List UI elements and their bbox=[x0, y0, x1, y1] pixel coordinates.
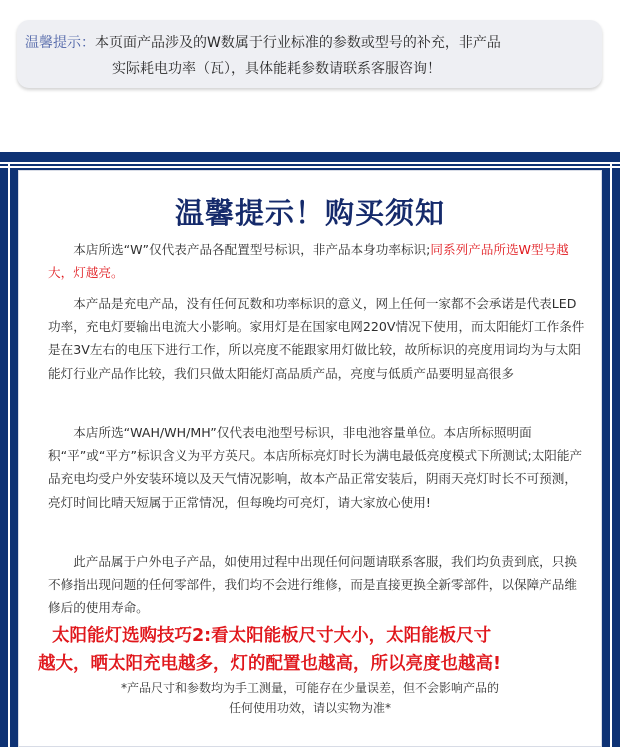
notice-text-1: 本页面产品涉及的W数属于行业标准的参数或型号的补充，非产品 bbox=[95, 35, 501, 51]
buying-tip bbox=[38, 622, 600, 678]
disclaimer-line-2: 任何使用功效，请以实物为准* bbox=[228, 701, 391, 715]
paragraph-w-label-text: 本店所选“W”仅代表产品各配置型号标识，非产品本身功率标识; bbox=[73, 242, 431, 257]
paragraph-battery: 本店所选“WAH/WH/MH”仅代表电池型号标识，非电池容量单位。本店所标照明面积“平”或“平方”标识含义为平方英尺。本店所标亮灯时长为满电最低亮度模式下所测试;太阳能产品充电均受户外安装环境以及天气情况影响，故本产品正常安装后，阴雨天亮灯时长不可预测，亮灯时间比晴天短属于正常情况，但每晚均可亮灯，请大家放心使用! bbox=[48, 425, 583, 510]
measurement-disclaimer bbox=[0, 678, 620, 718]
buying-tip-line-2: 越大，晒太阳充电越多，灯的配置也越高，所以亮度也越高! bbox=[38, 654, 501, 674]
disclaimer-line-1: *产品尺寸和参数均为手工测量，可能存在少量误差，但不会影响产品的 bbox=[120, 681, 499, 695]
buying-tip-line-1: 太阳能灯选购技巧2:看太阳能板尺寸大小，太阳能板尺寸 bbox=[52, 626, 492, 646]
paragraph-w-label-highlight: 同系列产品所选W型号越大，灯越亮。 bbox=[48, 242, 569, 281]
panel-title: 温馨提示！购买须知 bbox=[174, 196, 445, 230]
frame-stripe bbox=[610, 163, 612, 747]
notice-line-1 bbox=[25, 30, 501, 56]
paragraph-charging: 本产品是充电产品，没有任何瓦数和功率标识的意义，网上任何一家都不会承诺是代表LED功率，充电灯要输出电流大小影响。家用灯是在国家电网220V情况下使用，而太阳能灯工作条件是在3V左右的电压下进行工作，所以亮度不能跟家用灯做比较，故所标识的亮度用词均为与太阳能灯行业产品作比较，我们只做太阳能灯高品质产品，亮度与低质产品要明显高很多 bbox=[48, 296, 585, 381]
top-notice-box bbox=[17, 20, 602, 88]
frame-stripe bbox=[0, 166, 620, 168]
paragraph-service: 此产品属于户外电子产品，如使用过程中出现任何问题请联系客服，我们均负责到底，只换不修指出现问题的任何零部件，我们均不会进行维修，而是直接更换全新零部件，以保障产品维修后的使用寿命。 bbox=[48, 554, 577, 616]
notice-line-2: 实际耗电功率（瓦），具体能耗参数请联系客服咨询！ bbox=[112, 61, 441, 77]
notice-label: 温馨提示： bbox=[25, 35, 95, 51]
paragraph-w-label bbox=[48, 238, 588, 284]
frame-stripe bbox=[0, 162, 620, 164]
frame-stripe bbox=[8, 163, 10, 747]
